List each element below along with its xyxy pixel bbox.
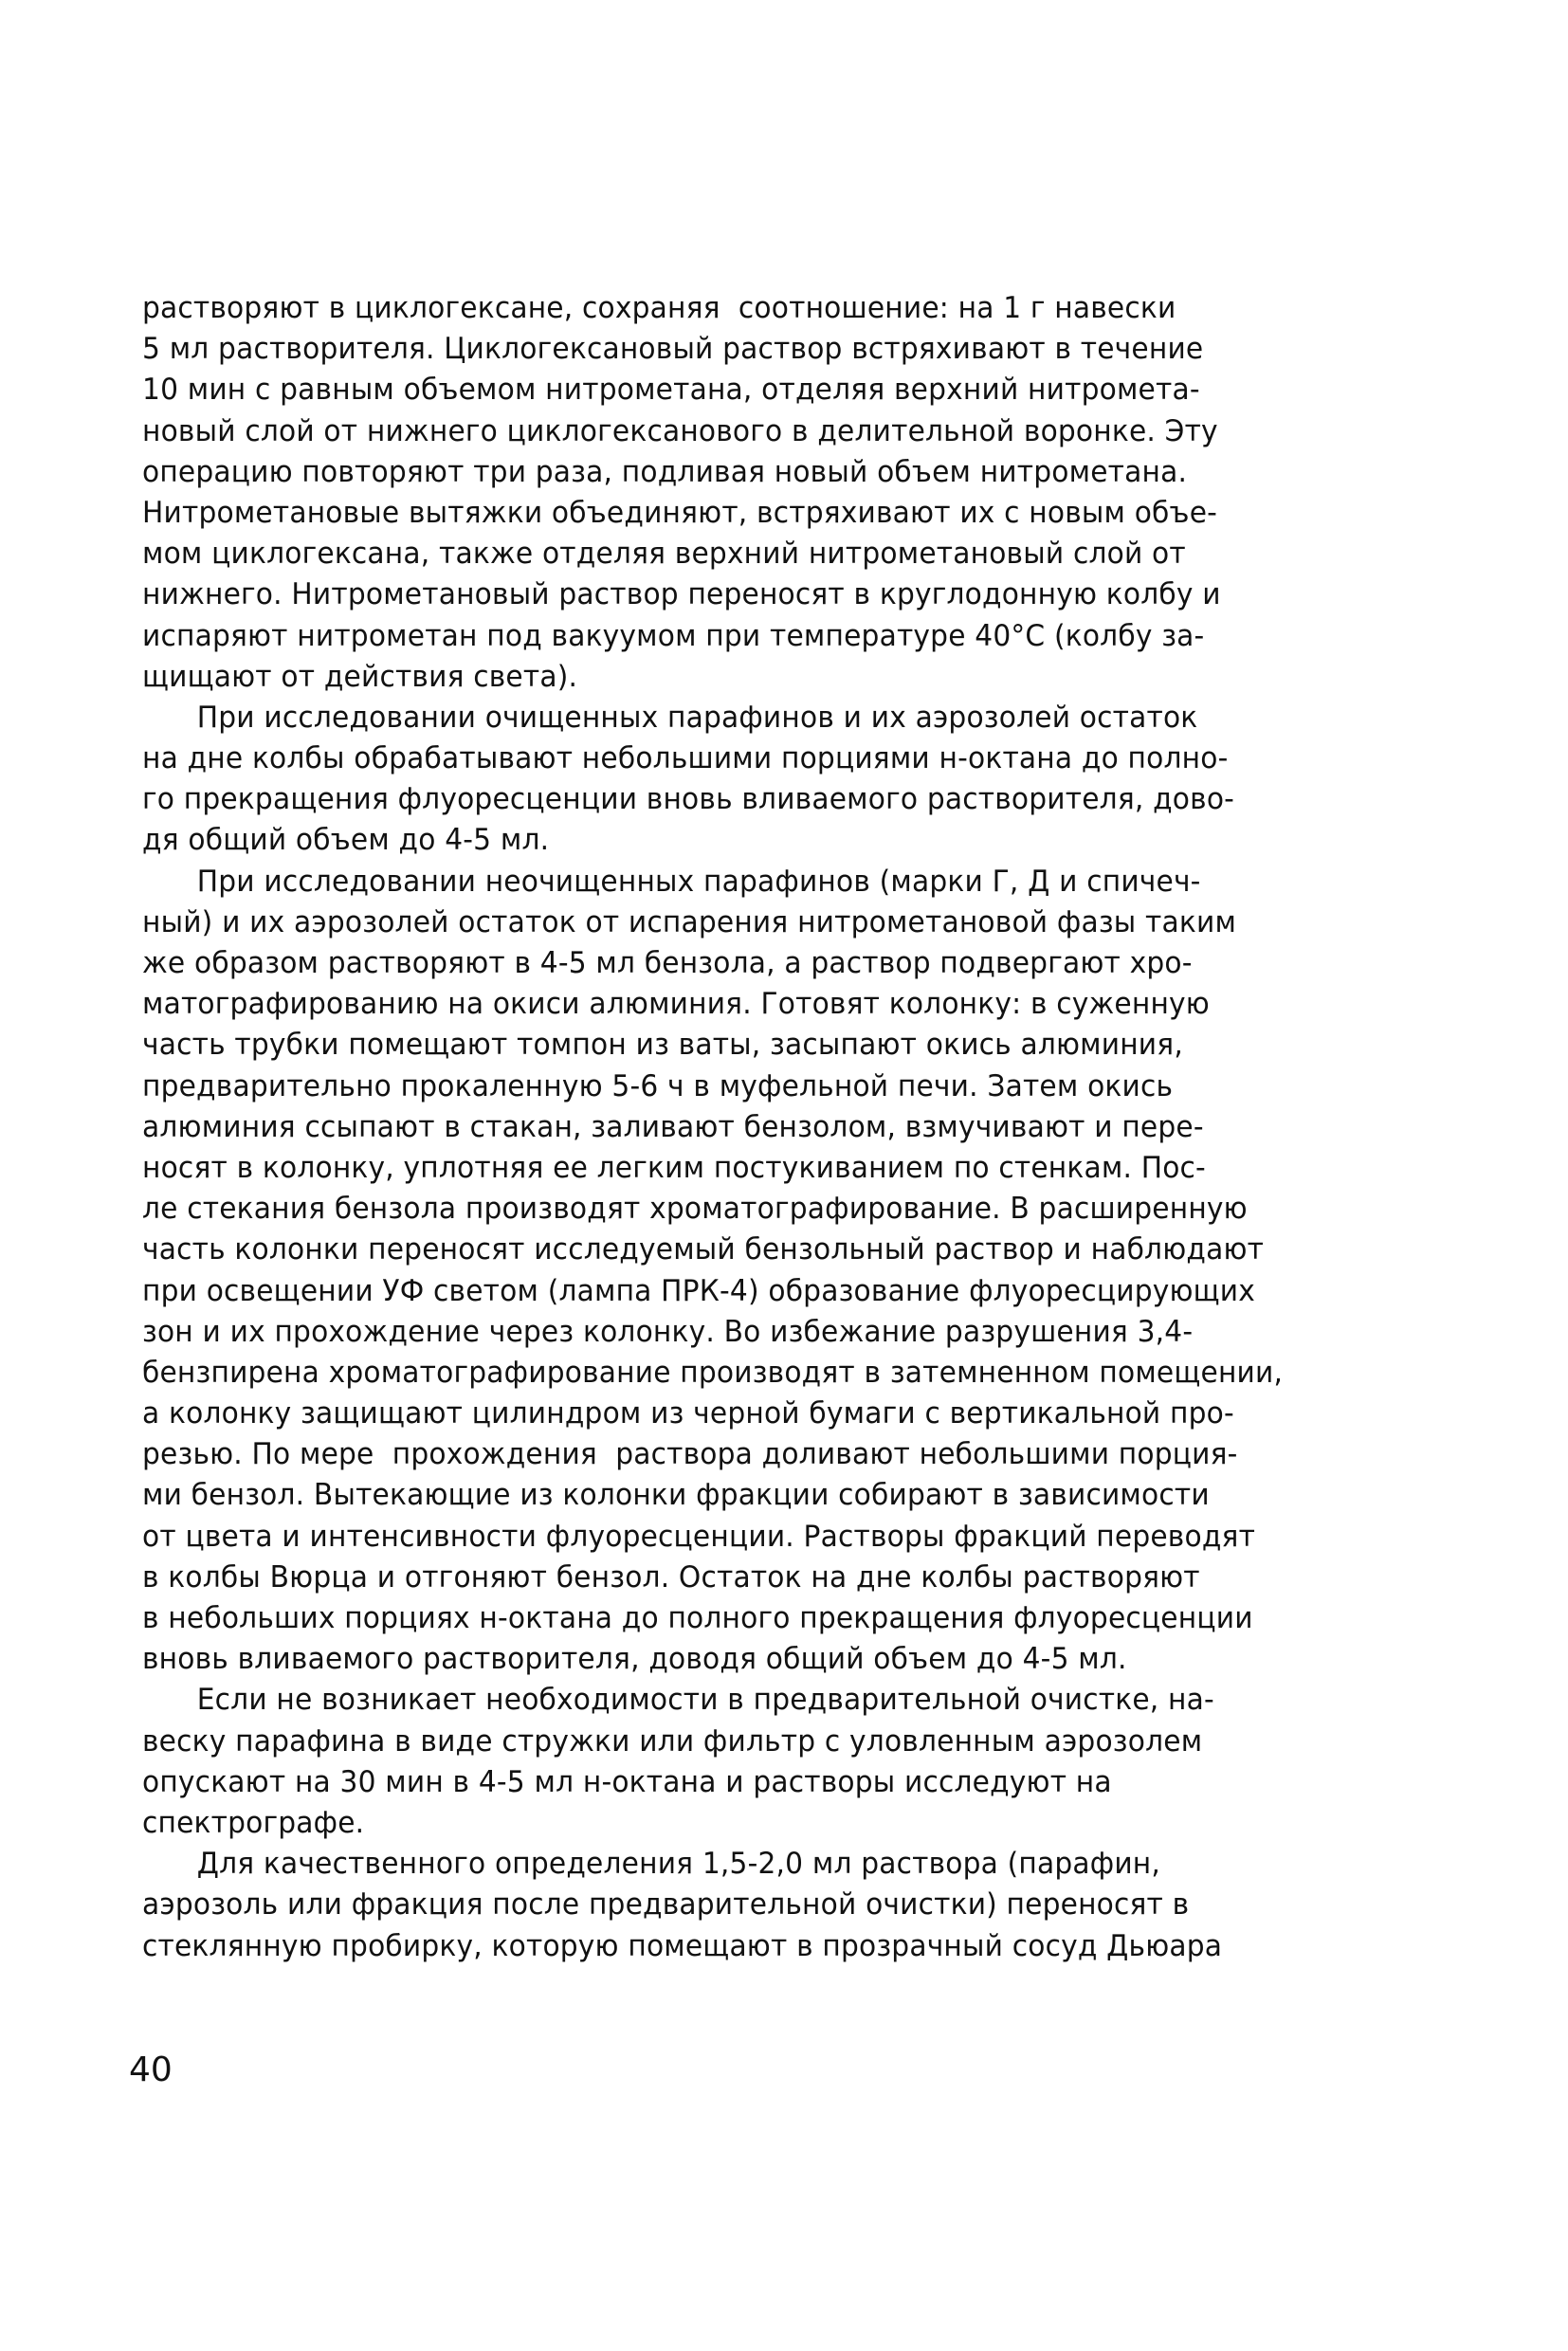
text-line: ный) и их аэрозолей остаток от испарения нитрометановой фазы таким — [142, 904, 1237, 939]
text-line: алюминия ссыпают в стакан, заливают бензолом, взмучивают и пере- — [142, 1109, 1204, 1144]
text-line: часть колонки переносят исследуемый бензольный раствор и наблюдают — [142, 1232, 1265, 1267]
text-line: Для качественного определения 1,5-2,0 мл раствора (парафин, — [142, 1847, 1161, 1882]
text-line: носят в колонку, уплотняя ее легким постукиванием по стенкам. Пос- — [142, 1150, 1206, 1185]
text-line: предварительно прокаленную 5-6 ч в муфельной печи. Затем окись — [142, 1068, 1174, 1103]
text-line: в колбы Вюрца и отгоняют бензол. Остаток на дне колбы растворяют — [142, 1559, 1200, 1595]
text-line: резью. По мере прохождения раствора доливают небольшими порция- — [142, 1437, 1238, 1472]
body-text — [142, 288, 1469, 1967]
text-line: стеклянную пробирку, которую помещают в прозрачный сосуд Дьюара — [142, 1928, 1223, 1963]
text-line: 5 мл растворителя. Циклогексановый раствор встряхивают в течение — [142, 332, 1204, 367]
page-number: 40 — [129, 2050, 173, 2089]
text-line: новый слой от нижнего циклогексанового в делительной воронке. Эту — [142, 413, 1218, 448]
text-line: растворяют в циклогексане, сохраняя соотношение: на 1 г навески — [142, 291, 1176, 325]
text-line: нижнего. Нитрометановый раствор переносят в круглодонную колбу и — [142, 577, 1221, 612]
text-line: При исследовании неочищенных парафинов (марки Г, Д и спичеч- — [142, 864, 1201, 899]
text-line: часть трубки помещают томпон из ваты, засыпают окись алюминия, — [142, 1028, 1183, 1063]
text-line: при освещении УФ светом (лампа ПРК-4) образование флуоресцирующих — [142, 1273, 1256, 1308]
text-line: спектрографе. — [142, 1805, 365, 1840]
text-line: При исследовании очищенных парафинов и их аэрозолей остаток — [142, 700, 1198, 735]
text-line: от цвета и интенсивности флуоресценции. Растворы фракций переводят — [142, 1519, 1256, 1554]
text-line: мом циклогексана, также отделяя верхний нитрометановый слой от — [142, 537, 1186, 572]
text-line: в небольших порциях н-октана до полного прекращения флуоресценции — [142, 1601, 1253, 1635]
text-line: же образом растворяют в 4-5 мл бензола, а раствор подвергают хро- — [142, 946, 1193, 980]
text-line: Если не возникает необходимости в предварительной очистке, на- — [142, 1683, 1214, 1718]
text-line: аэрозоль или фракция после предварительной очистки) переносят в — [142, 1887, 1190, 1923]
text-line: матографированию на окиси алюминия. Готовят колонку: в суженную — [142, 987, 1210, 1022]
text-line: ле стекания бензола производят хроматографирование. В расширенную — [142, 1192, 1248, 1227]
text-line: ми бензол. Вытекающие из колонки фракции собирают в зависимости — [142, 1478, 1210, 1513]
text-line: а колонку защищают цилиндром из черной бумаги с вертикальной про- — [142, 1396, 1234, 1431]
text-line: на дне колбы обрабатывают небольшими порциями н-октана до полно- — [142, 741, 1229, 776]
text-line: щищают от действия света). — [142, 659, 578, 694]
text-line: бензпирена хроматографирование производят в затемненном помещении, — [142, 1355, 1284, 1390]
text-line: вновь вливаемого растворителя, доводя общий объем до 4-5 мл. — [142, 1642, 1127, 1677]
text-line: зон и их прохождение через колонку. Во избежание разрушения 3,4- — [142, 1314, 1194, 1349]
text-line: веску парафина в виде стружки или фильтр с уловленным аэрозолем — [142, 1723, 1203, 1759]
text-line: Нитрометановые вытяжки объединяют, встряхивают их с новым объе- — [142, 495, 1218, 530]
text-line: го прекращения флуоресценции вновь вливаемого растворителя, дово- — [142, 782, 1235, 817]
text-line: дя общий объем до 4-5 мл. — [142, 823, 550, 858]
text-line: операцию повторяют три раза, подливая новый объем нитрометана. — [142, 454, 1188, 489]
text-line: испаряют нитрометан под вакуумом при температуре 40°С (колбу за- — [142, 618, 1205, 653]
text-line: 10 мин с равным объемом нитрометана, отделяя верхний нитромета- — [142, 373, 1200, 408]
text-line: опускают на 30 мин в 4-5 мл н-октана и растворы исследуют на — [142, 1764, 1112, 1799]
